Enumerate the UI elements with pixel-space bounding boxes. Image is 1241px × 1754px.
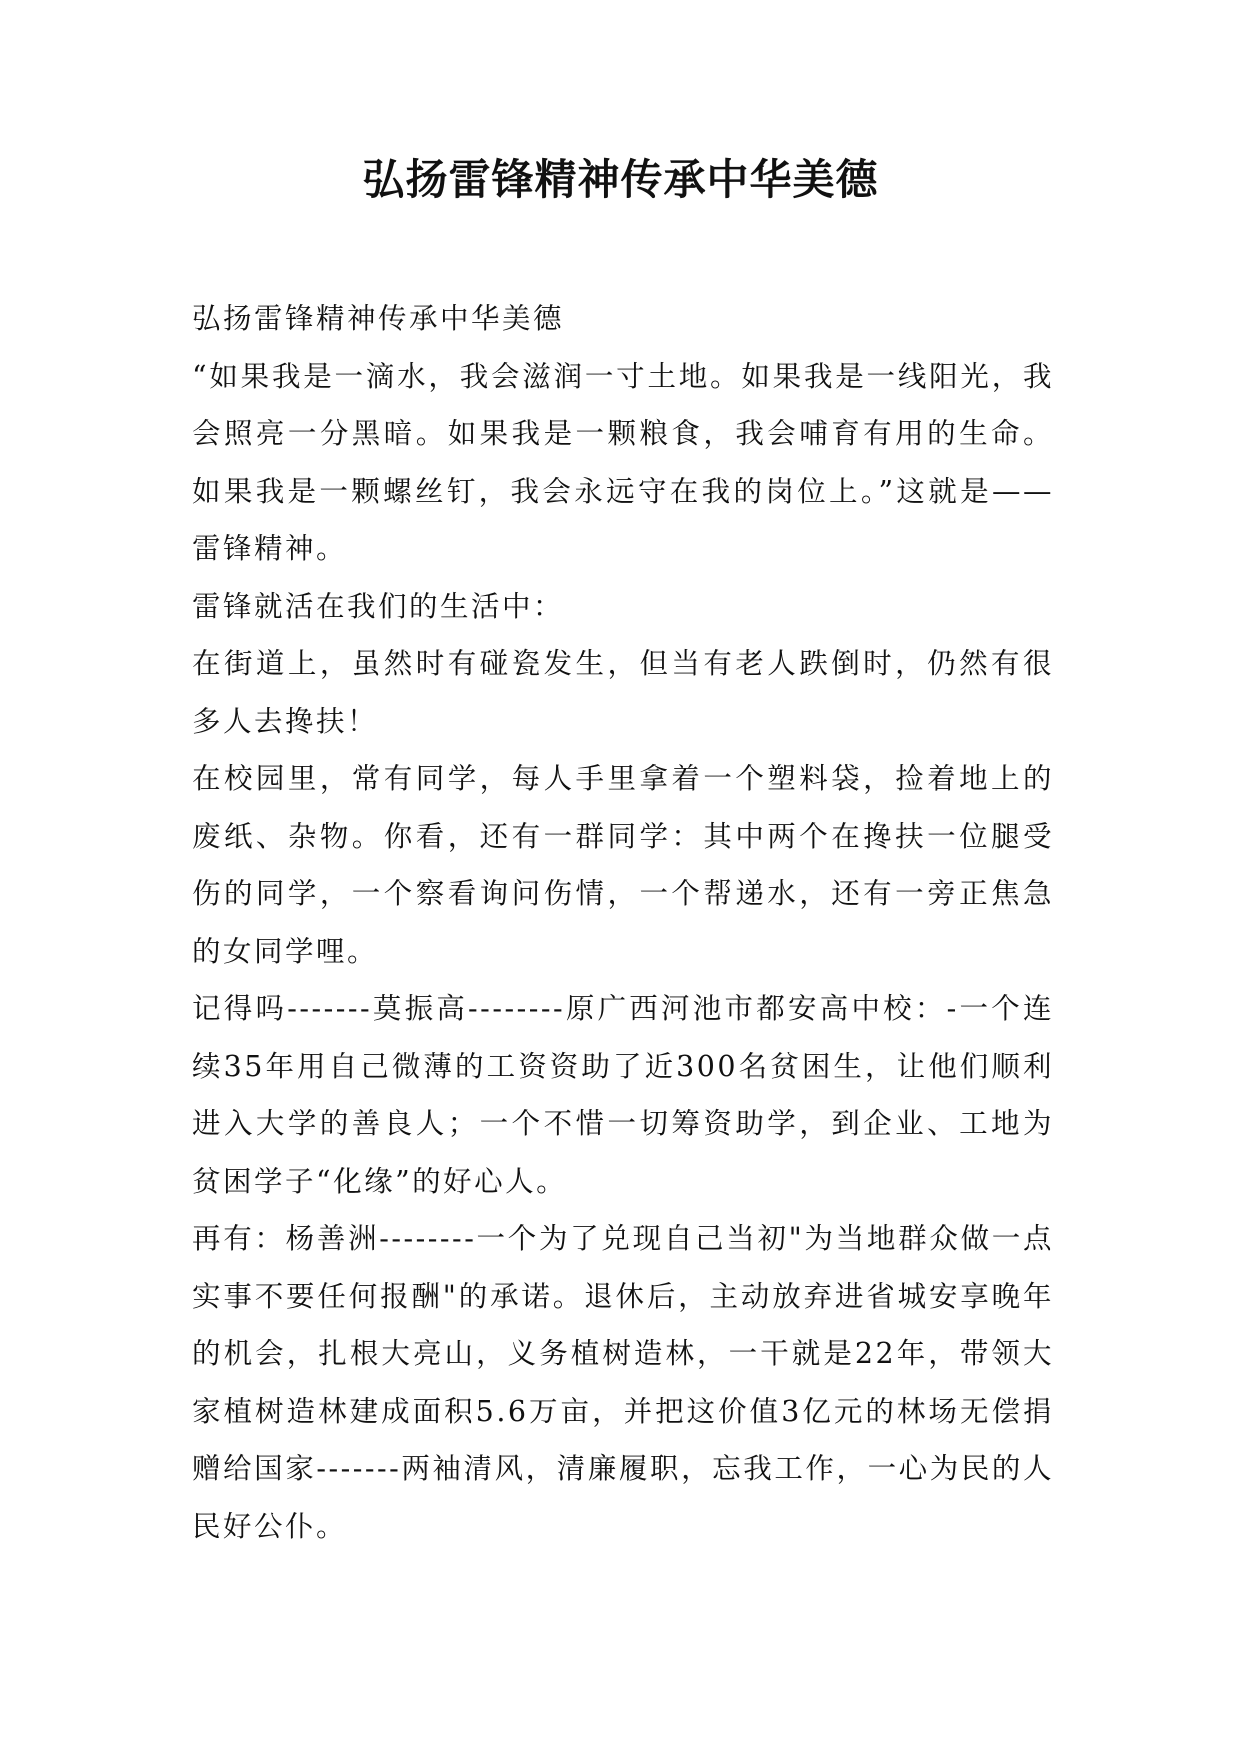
paragraph-campus: 在校园里，常有同学，每人手里拿着一个塑料袋，捡着地上的废纸、杂物。你看，还有一群同学：其中两个在搀扶一位腿受伤的同学，一个察看询问伤情，一个帮递水，还有一旁正焦急的女同学哩。 bbox=[192, 762, 1054, 968]
document-title: 弘扬雷锋精神传承中华美德 bbox=[362, 155, 879, 204]
paragraph-quote: “如果我是一滴水，我会滋润一寸土地。如果我是一线阳光，我会照亮一分黑暗。如果我是一颗粮食，我会哺育有用的生命。如果我是一颗螺丝钉，我会永远守在我的岗位上。”这就是——雷锋精神。 bbox=[192, 359, 1054, 565]
document-body bbox=[192, 290, 1054, 1555]
paragraph-mo-zhengao: 记得吗-------莫振高--------原广西河池市都安高中校：-一个连续35年用自己微薄的工资资助了近300名贫困生，让他们顺利进入大学的善良人；一个不惜一切筹资助学，到企业、工地为贫困学子“化缘”的好心人。 bbox=[192, 992, 1054, 1198]
paragraph-heading: 弘扬雷锋精神传承中华美德 bbox=[192, 302, 565, 335]
paragraph-yang-shanzhou: 再有：杨善洲--------一个为了兑现自己当初"为当地群众做一点实事不要任何报酬"的承诺。退休后，主动放弃进省城安享晚年的机会，扎根大亮山，义务植树造林，一干就是22年，带领大家植树造林建成面积5.6万亩，并把这价值3亿元的林场无偿捐赠给国家-------两袖清风，清廉履职，忘我工作，一心为民的人民好公仆。 bbox=[192, 1222, 1054, 1543]
paragraph-intro: 雷锋就活在我们的生活中： bbox=[192, 589, 565, 623]
paragraph-street: 在街道上，虽然时有碰瓷发生，但当有老人跌倒时，仍然有很多人去搀扶！ bbox=[192, 647, 1054, 738]
